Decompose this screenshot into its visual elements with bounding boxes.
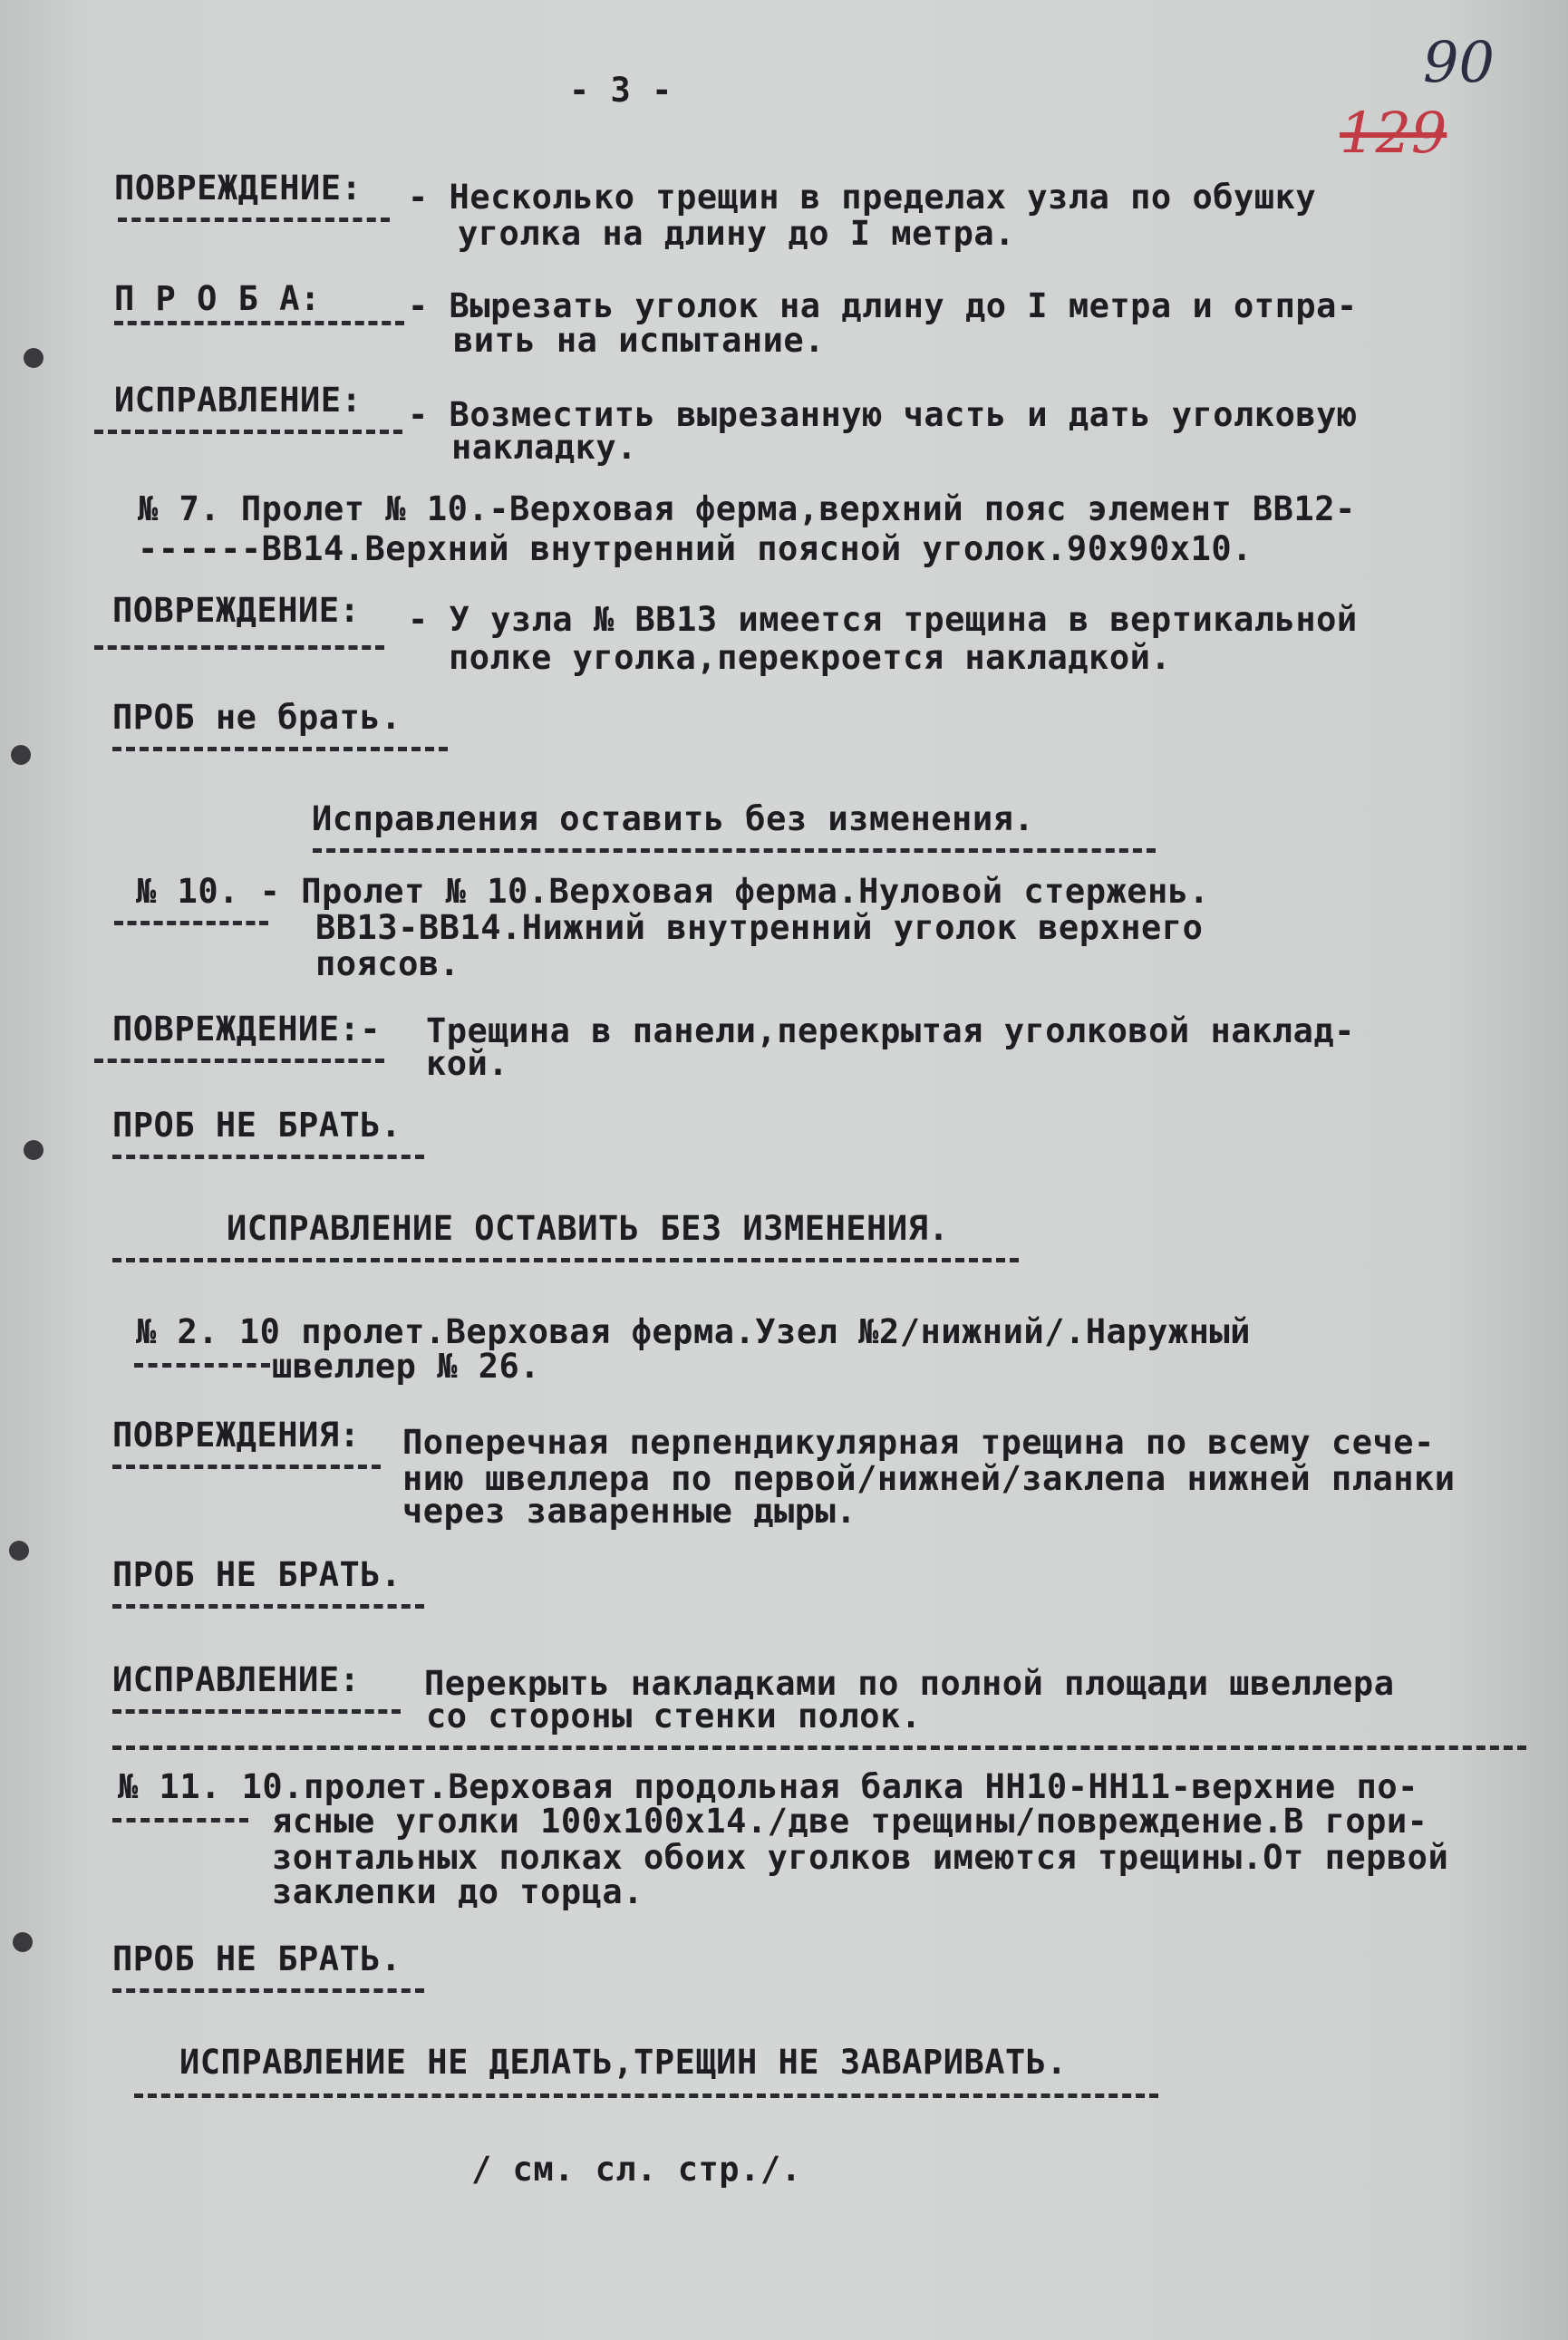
section-divider [112, 1745, 1526, 1750]
damage-text: через заваренные дыры. [402, 1492, 857, 1531]
repair-label: ИСПРАВЛЕНИЕ: [114, 381, 363, 420]
damage-text: - Несколько трещин в пределах узла по обушку [408, 178, 1317, 217]
damage-text: уголка на длину до I метра. [458, 214, 1015, 253]
binder-hole-2 [11, 745, 31, 765]
damage-label: ПОВРЕЖДЕНИЕ:- [112, 1010, 382, 1049]
damage-text: Поперечная перпендикулярная трещина по всему сече- [402, 1423, 1435, 1462]
sample-note: ПРОБ не брать. [112, 698, 402, 737]
sample-text: вить на испытание. [453, 321, 825, 360]
item-heading: швеллер № 26. [272, 1347, 541, 1386]
label-underline [112, 747, 448, 751]
repair-text: - Возместить вырезанную часть и дать уголковую [408, 395, 1358, 434]
binder-hole-3 [24, 1140, 44, 1160]
item-heading: ------ВВ14.Верхний внутренний поясной уголок.90х90х10. [138, 529, 1253, 568]
binder-hole-1 [24, 348, 44, 368]
damage-text: нию швеллера по первой/нижней/заклепа нижней планки [402, 1459, 1456, 1498]
sample-note: ПРОБ НЕ БРАТЬ. [112, 1106, 402, 1145]
number-underline [134, 1363, 270, 1368]
note-underline [134, 2093, 1158, 2098]
item-heading: поясов. [315, 944, 460, 983]
item-heading: заклепки до торца. [272, 1872, 644, 1911]
repair-text: накладку. [451, 428, 637, 467]
label-underline [112, 1604, 424, 1609]
repair-label: ИСПРАВЛЕНИЕ: [112, 1660, 361, 1699]
label-underline [118, 218, 390, 222]
label-underline [94, 430, 402, 434]
label-underline [112, 1709, 401, 1714]
label-underline [112, 1988, 424, 1993]
sample-note: ПРОБ НЕ БРАТЬ. [112, 1555, 402, 1594]
label-underline [114, 321, 404, 325]
sample-label: П Р О Б А: [114, 279, 321, 318]
note-underline [313, 848, 1156, 853]
damage-label: ПОВРЕЖДЕНИЕ: [112, 591, 361, 630]
damage-label: ПОВРЕЖДЕНИЕ: [114, 169, 363, 208]
number-underline [114, 921, 268, 925]
continued-note: / см. сл. стр./. [471, 2150, 802, 2189]
repair-text: со стороны стенки полок. [426, 1697, 922, 1736]
item-heading: № 11. 10.пролет.Верховая продольная балка НН10-НН11-верхние по- [118, 1767, 1418, 1806]
sample-text: - Вырезать уголок на длину до I метра и отпра- [408, 286, 1358, 325]
item-heading: зонтальных полках обоих уголков имеются трещины.От первой [272, 1838, 1449, 1877]
binder-hole-4 [9, 1541, 29, 1561]
damage-text: полке уголка,перекроется накладкой. [449, 638, 1172, 677]
damage-text: Трещина в панели,перекрытая уголковой наклад- [426, 1011, 1355, 1050]
item-heading: № 10. - Пролет № 10.Верховая ферма.Нуловой стержень. [136, 872, 1210, 911]
repair-note: Исправления оставить без изменения. [312, 799, 1035, 838]
page-number: - 3 - [569, 71, 673, 110]
item-heading: № 7. Пролет № 10.-Верховая ферма,верхний пояс элемент ВВ12- [138, 489, 1356, 528]
item-heading: ясные уголки 100х100х14./две трещины/повреждение.В гори- [272, 1802, 1428, 1841]
label-underline [94, 1059, 384, 1063]
repair-note: ИСПРАВЛЕНИЕ ОСТАВИТЬ БЕЗ ИЗМЕНЕНИЯ. [227, 1209, 950, 1248]
archive-number-crossed: 129 [1340, 100, 1447, 166]
binder-hole-5 [13, 1932, 33, 1952]
label-underline [94, 645, 384, 650]
archive-number: 90 [1423, 29, 1495, 95]
damage-text: кой. [426, 1044, 509, 1083]
sample-note: ПРОБ НЕ БРАТЬ. [112, 1939, 402, 1978]
repair-note: ИСПРАВЛЕНИЕ НЕ ДЕЛАТЬ,ТРЕЩИН НЕ ЗАВАРИВАТЬ. [179, 2043, 1068, 2082]
item-heading: ВВ13-ВВ14.Нижний внутренний уголок верхнего [315, 908, 1204, 947]
damage-text: - У узла № ВВ13 имеется трещина в вертикальной [408, 600, 1358, 639]
note-underline [112, 1258, 1019, 1262]
label-underline [112, 1155, 424, 1159]
item-heading: № 2. 10 пролет.Верховая ферма.Узел №2/нижний/.Наружный [136, 1312, 1251, 1351]
label-underline [112, 1465, 381, 1469]
damage-label: ПОВРЕЖДЕНИЯ: [112, 1416, 361, 1455]
repair-text: Перекрыть накладками по полной площади швеллера [424, 1664, 1395, 1703]
number-underline [112, 1818, 248, 1823]
